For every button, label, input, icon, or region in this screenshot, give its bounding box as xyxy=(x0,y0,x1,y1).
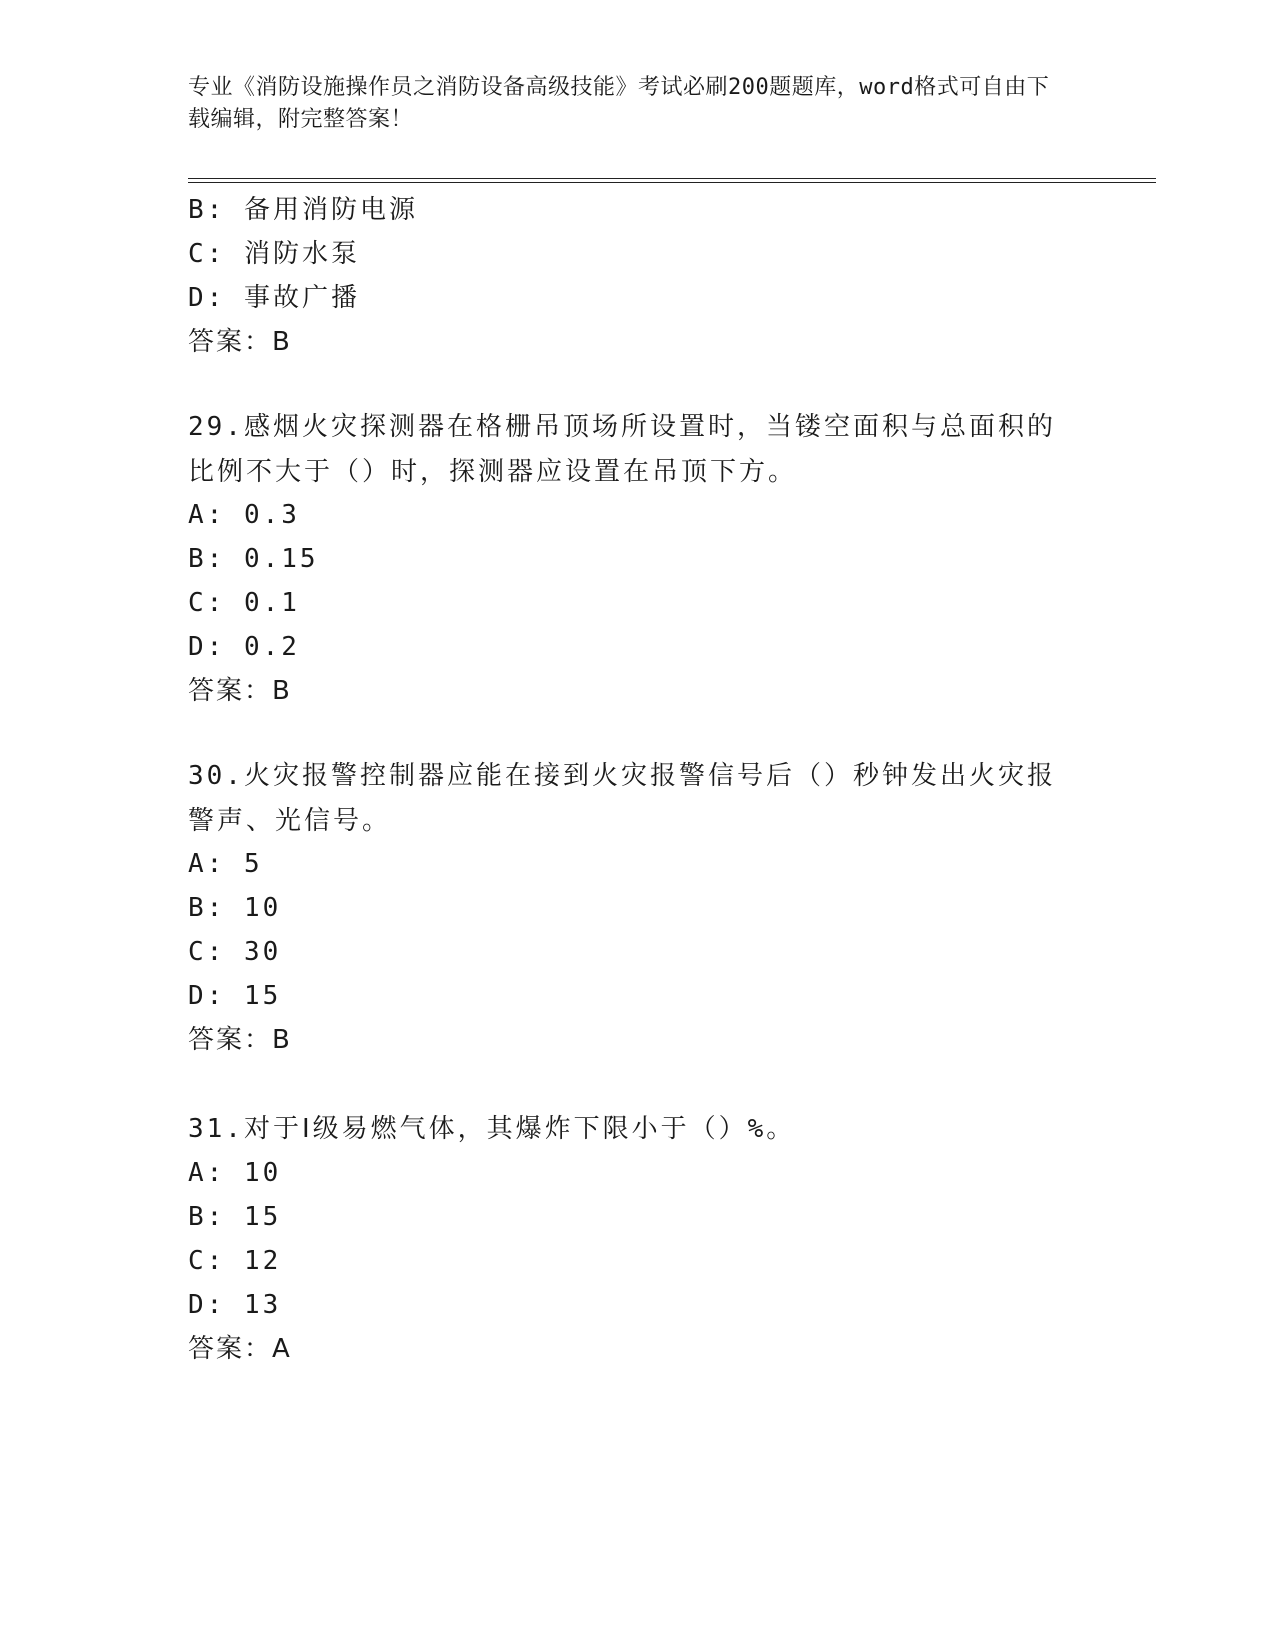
q30-option-b: B: 10 xyxy=(188,893,282,923)
q30-stem: 30.火灾报警控制器应能在接到火灾报警信号后（）秒钟发出火灾报警声、光信号。 xyxy=(188,761,1056,836)
q30-option-a: A: 5 xyxy=(188,849,263,879)
q29-option-b: B: 0.15 xyxy=(188,544,319,574)
q31-stem: 31.对于Ⅰ级易燃气体，其爆炸下限小于（）%。 xyxy=(188,1114,796,1144)
q29-stem: 29.感烟火灾探测器在格栅吊顶场所设置时，当镂空面积与总面积的比例不大于（）时，探测器应设置在吊顶下方。 xyxy=(188,412,1056,487)
q30-answer: 答案：B xyxy=(188,1025,292,1055)
q29-option-c: C: 0.1 xyxy=(188,588,300,618)
q29-answer: 答案：B xyxy=(188,676,292,706)
q28-answer: 答案：B xyxy=(188,327,292,357)
q30-option-c: C: 30 xyxy=(188,937,282,967)
page-header: 专业《消防设施操作员之消防设备高级技能》考试必刷200题题库，word格式可自由下载编辑，附完整答案！ xyxy=(188,75,1050,132)
q31-option-a: A: 10 xyxy=(188,1158,282,1188)
q31-option-d: D: 13 xyxy=(188,1290,282,1320)
q31-option-c: C: 12 xyxy=(188,1246,282,1276)
q28-option-c: C: 消防水泵 xyxy=(188,239,360,269)
q29-option-a: A: 0.3 xyxy=(188,500,300,530)
q28-option-d: D: 事故广播 xyxy=(188,283,360,313)
q28-option-b: B: 备用消防电源 xyxy=(188,195,418,225)
header-divider xyxy=(188,178,1156,183)
q29-option-d: D: 0.2 xyxy=(188,632,300,662)
q31-option-b: B: 15 xyxy=(188,1202,282,1232)
q31-answer: 答案：A xyxy=(188,1334,292,1364)
q30-option-d: D: 15 xyxy=(188,981,282,1011)
